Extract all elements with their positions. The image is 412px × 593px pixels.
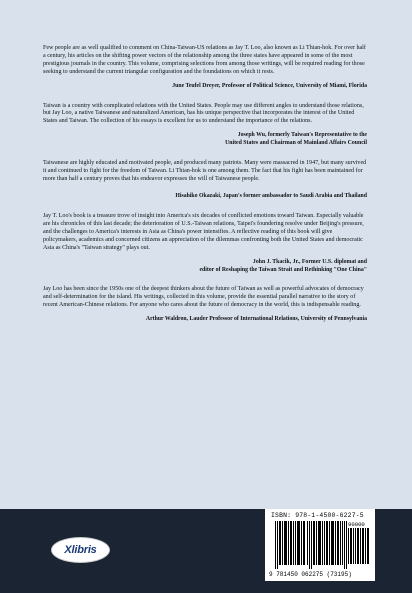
blurb-attribution bbox=[43, 193, 367, 201]
publisher-logo-text: Xlibris bbox=[64, 544, 97, 556]
blurb-quote: Taiwanese are highly educated and motivated people, and produced many patriots. Many were massacred in 1947, but many survived it and continued to fight for the freedom of Taiwan. Li Thian-hok is one among them. The fact that his fight has been maintained for more than half a century proves that his endeavor expresses the will of Taiwanese people. bbox=[43, 159, 367, 182]
blurb-wu bbox=[43, 103, 367, 148]
attribution-line: editor of Reshaping the Taiwan Strait and Rethinking "One China" bbox=[199, 266, 367, 273]
blurb-attribution bbox=[43, 259, 367, 274]
blurb-quote: Few people are as well qualified to comment on China-Taiwan-US relations as Jay T. Loo, also known as Li Thian-hok. For over half a century, his articles on the shifting power vectors of the relationship among the three states have appeared in some of the most prestigious journals in the country. This volume, comprising selections from among those writings, will be required reading for those seeking to understand the current triangular configuration and the foundations on which it rests. bbox=[43, 45, 366, 75]
attribution-line: Hisahiko Okazaki, Japan's former ambassador to Saudi Arabia and Thailand bbox=[175, 192, 367, 199]
attribution-line: United States and Chairman of Mainland Affairs Council bbox=[225, 140, 367, 147]
isbn-label: ISBN: 978-1-4500-6227-5 bbox=[271, 512, 364, 519]
attribution-line: June Teufel Dreyer, Professor of Political Science, University of Miami, Florida bbox=[172, 82, 367, 89]
barcode-digits: 9 781450 062275 (73195) bbox=[269, 571, 352, 578]
barcode-addon-code: 90000 bbox=[348, 521, 365, 528]
blurb-attribution bbox=[43, 83, 367, 91]
blurb-quote: Jay Loo has been since the 1950s one of the deepest thinkers about the future of Taiwan as well as powerful advocates of democracy and self-determination for the island. His writings, collected in this volume, provide the essential parallel narrative to the story of recent American-Chinese relations. For anyone who cares about the future of democracy in the world, this is indispensable reading. bbox=[43, 286, 364, 309]
attribution-line: John J. Tkacik, Jr., Former U.S. diplomat and bbox=[252, 259, 367, 266]
barcode-box bbox=[265, 509, 375, 581]
blurb-quote: Taiwan is a country with complicated relations with the United States. People may use different angles to understand those relations, but Jay Loo, a native Taiwanese and naturalized American, has his unique perspective that incorporates the interest of the United States and Taiwan. The collection of his essays is excellent for us to understand the importance of the relations. bbox=[43, 102, 364, 125]
barcode-icon bbox=[275, 521, 347, 569]
publisher-logo bbox=[51, 537, 110, 563]
addon-barcode-icon bbox=[348, 528, 370, 564]
attribution-line: Joseph Wu, formerly Taiwan's Representative to the bbox=[237, 132, 367, 139]
blurb-list bbox=[43, 45, 367, 332]
blurb-dreyer bbox=[43, 45, 367, 91]
blurb-attribution bbox=[43, 132, 367, 147]
blurb-tkacik bbox=[43, 213, 367, 274]
blurb-waldron bbox=[43, 286, 367, 324]
blurb-attribution bbox=[43, 316, 367, 324]
blurb-okazaki bbox=[43, 160, 367, 201]
blurb-quote: Jay T. Loo's book is a treasure trove of insight into America's six decades of conflicted emotions toward Taiwan. Especially valuable are his chronicles of this last decade; the deterioration of U.S.-Taiwan relations, Taipei's foundering resolve under Beijing's pressure, and the challenges to America's interests in Asia as China's power intensifies. A reflective reading of this book will give policymakers, academics and concerned citizens an appreciation of the dilemmas confronting both the United States and democratic Asia as China's "Taiwan strategy" plays out. bbox=[43, 213, 364, 252]
attribution-line: Arthur Waldron, Lauder Professor of International Relations, University of Pennsylvania bbox=[145, 316, 367, 323]
